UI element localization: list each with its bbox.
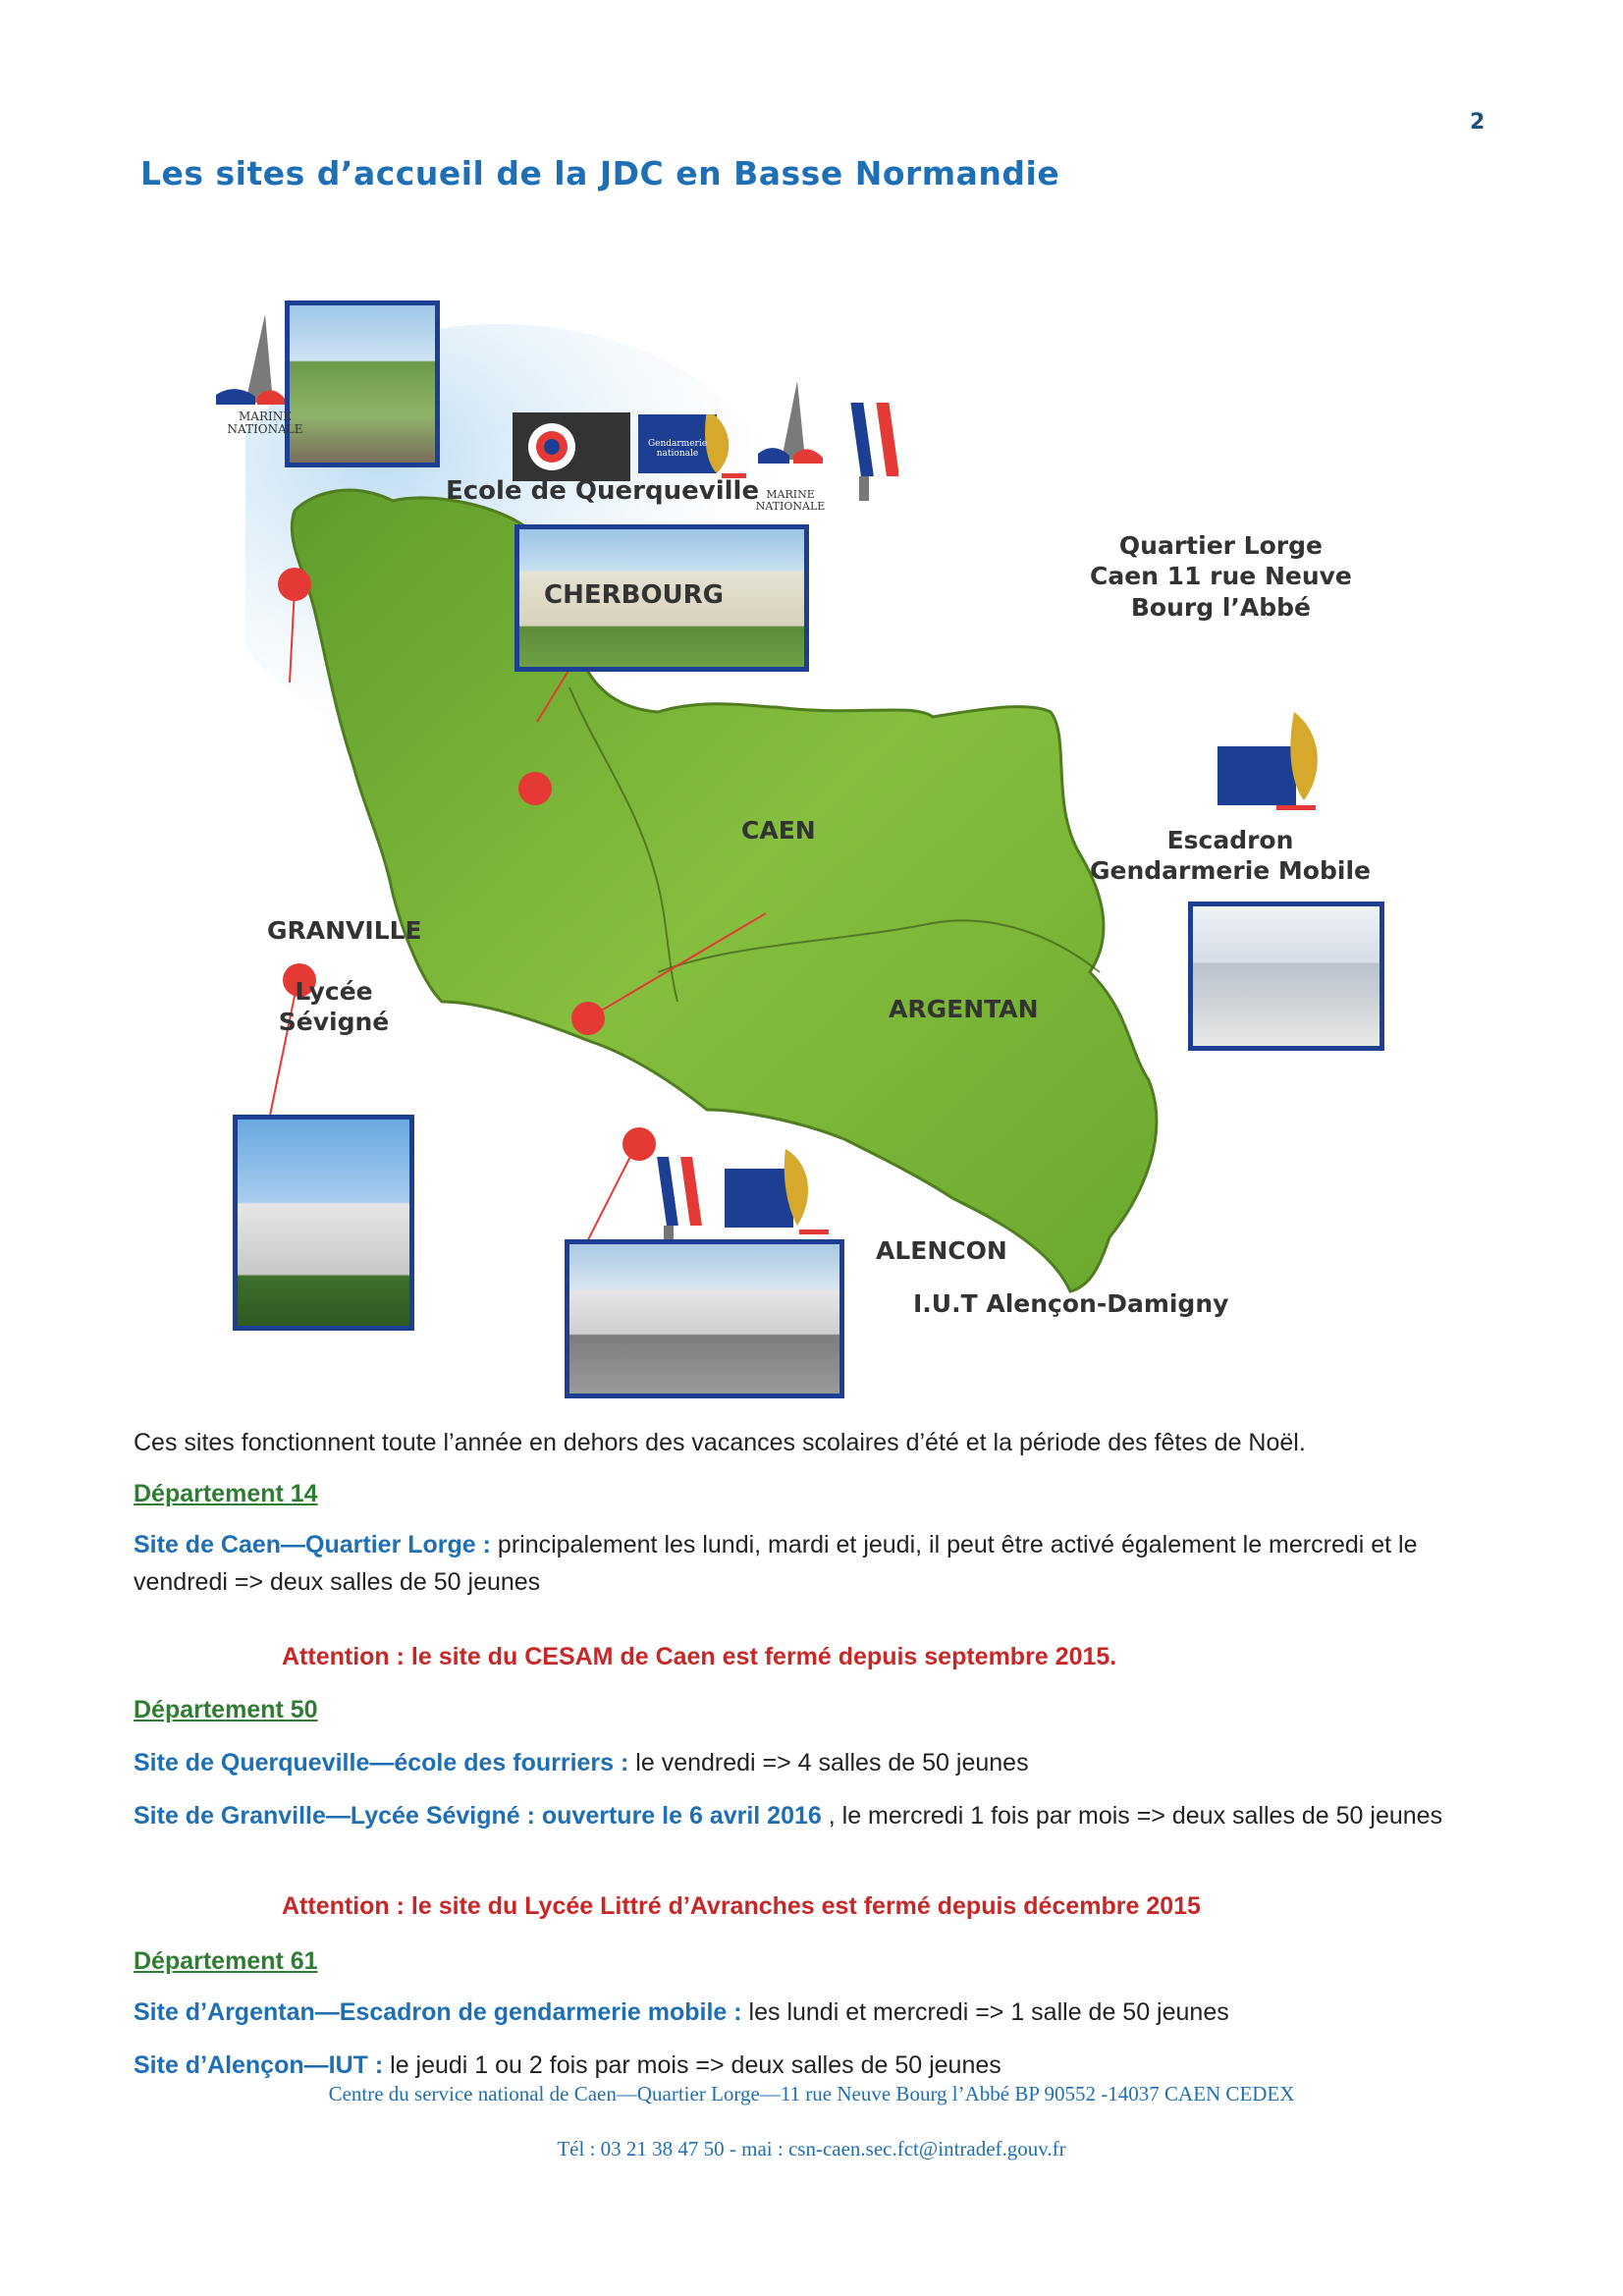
gendarmerie-logo-alencon <box>725 1149 833 1237</box>
querqueville-site-text: le vendredi => 4 salles de 50 jeunes <box>628 1749 1029 1777</box>
dept-50-title: Département 50 <box>134 1696 318 1723</box>
querqueville-site-paragraph <box>134 1744 1488 1781</box>
label-quartier-lorge: Quartier Lorge Caen 11 rue Neuve Bourg l’Abbé <box>1090 531 1352 622</box>
armee-air-logo <box>513 412 630 481</box>
marine-nationale-logo <box>216 314 285 422</box>
photo-querqueville <box>285 301 440 467</box>
marine-logo-text-2: MARINE NATIONALE <box>755 488 826 514</box>
label-iut: I.U.T Alençon-Damigny <box>913 1289 1229 1318</box>
footer-contact: Tél : 03 21 38 47 50 - mai : csn-caen.sec.fct@intradef.gouv.fr <box>557 2137 1066 2160</box>
dept-50-heading <box>134 1691 1488 1728</box>
armee-terre-logo <box>839 393 898 511</box>
label-lycee-sevigne: Lycée Sévigné <box>278 977 390 1037</box>
photo-escadron <box>1188 902 1384 1051</box>
marker-argentan <box>571 1002 605 1035</box>
map-figure <box>227 295 1384 1424</box>
argentan-site-text: les lundi et mercredi => 1 salle de 50 jeunes <box>741 1998 1229 2026</box>
granville-site-text: , le mercredi 1 fois par mois => deux salles de 50 jeunes <box>821 1802 1443 1830</box>
granville-site-paragraph <box>134 1797 1479 1834</box>
intro-paragraph: Ces sites fonctionnent toute l’année en dehors des vacances scolaires d’été et la période des fêtes de Noël. <box>134 1429 1306 1456</box>
footer-address: Centre du service national de Caen—Quartier Lorge—11 rue Neuve Bourg l’Abbé BP 90552 -14037 CAEN CEDEX <box>328 2082 1295 2105</box>
label-alencon: ALENCON <box>876 1236 1007 1265</box>
label-ecole-querqueville: Ecole de Querqueville <box>446 476 760 506</box>
label-granville: GRANVILLE <box>267 916 422 945</box>
attention-cesam-text: Attention : le site du CESAM de Caen est fermé depuis septembre 2015. <box>282 1643 1117 1670</box>
photo-iut-alencon <box>565 1239 844 1398</box>
marker-cherbourg <box>278 568 311 601</box>
gendarmerie-logo-escadron <box>1217 707 1355 825</box>
page-number: 2 <box>1470 110 1486 135</box>
alencon-site-text: le jeudi 1 ou 2 fois par mois => deux salles de 50 jeunes <box>383 2051 1001 2079</box>
attention-avranches-text: Attention : le site du Lycée Littré d’Avranches est fermé depuis décembre 2015 <box>282 1892 1201 1920</box>
photo-lycee-sevigne <box>233 1115 414 1331</box>
alencon-site-paragraph <box>134 2047 1488 2084</box>
argentan-site-title: Site d’Argentan—Escadron de gendarmerie mobile : <box>134 1998 742 2026</box>
gendarmerie-logo-text: Gendarmerie nationale <box>647 439 708 459</box>
caen-site-paragraph <box>134 1526 1479 1601</box>
marine-nationale-logo-2 <box>758 381 827 479</box>
querqueville-site-title: Site de Querqueville—école des fourriers : <box>134 1749 629 1777</box>
label-argentan: ARGENTAN <box>889 995 1039 1023</box>
caen-site-title: Site de Caen—Quartier Lorge : <box>134 1531 491 1558</box>
dept-14-title: Département 14 <box>134 1480 318 1507</box>
attention-avranches <box>282 1887 1623 1925</box>
label-escadron: Escadron Gendarmerie Mobile <box>1090 826 1371 886</box>
marine-logo-text: MARINE NATIONALE <box>227 410 303 437</box>
argentan-site-paragraph <box>134 1994 1488 2031</box>
page-title: Les sites d’accueil de la JDC en Basse Normandie <box>140 154 1060 192</box>
alencon-site-title: Site d’Alençon—IUT : <box>134 2051 384 2079</box>
dept-61-title: Département 61 <box>134 1947 318 1975</box>
marker-caen <box>518 772 552 805</box>
granville-site-title: Site de Granville—Lycée Sévigné : ouverture le 6 avril 2016 <box>134 1802 822 1830</box>
caen-site-text: principalement les lundi, mardi et jeudi, il peut être activé également le mercredi et le vendredi => deux salles de 50 jeunes <box>134 1531 1418 1596</box>
label-caen: CAEN <box>741 816 816 845</box>
attention-cesam <box>282 1638 1623 1675</box>
label-cherbourg: CHERBOURG <box>544 580 725 610</box>
dept-14-heading <box>134 1475 1488 1512</box>
dept-61-heading <box>134 1942 1488 1980</box>
